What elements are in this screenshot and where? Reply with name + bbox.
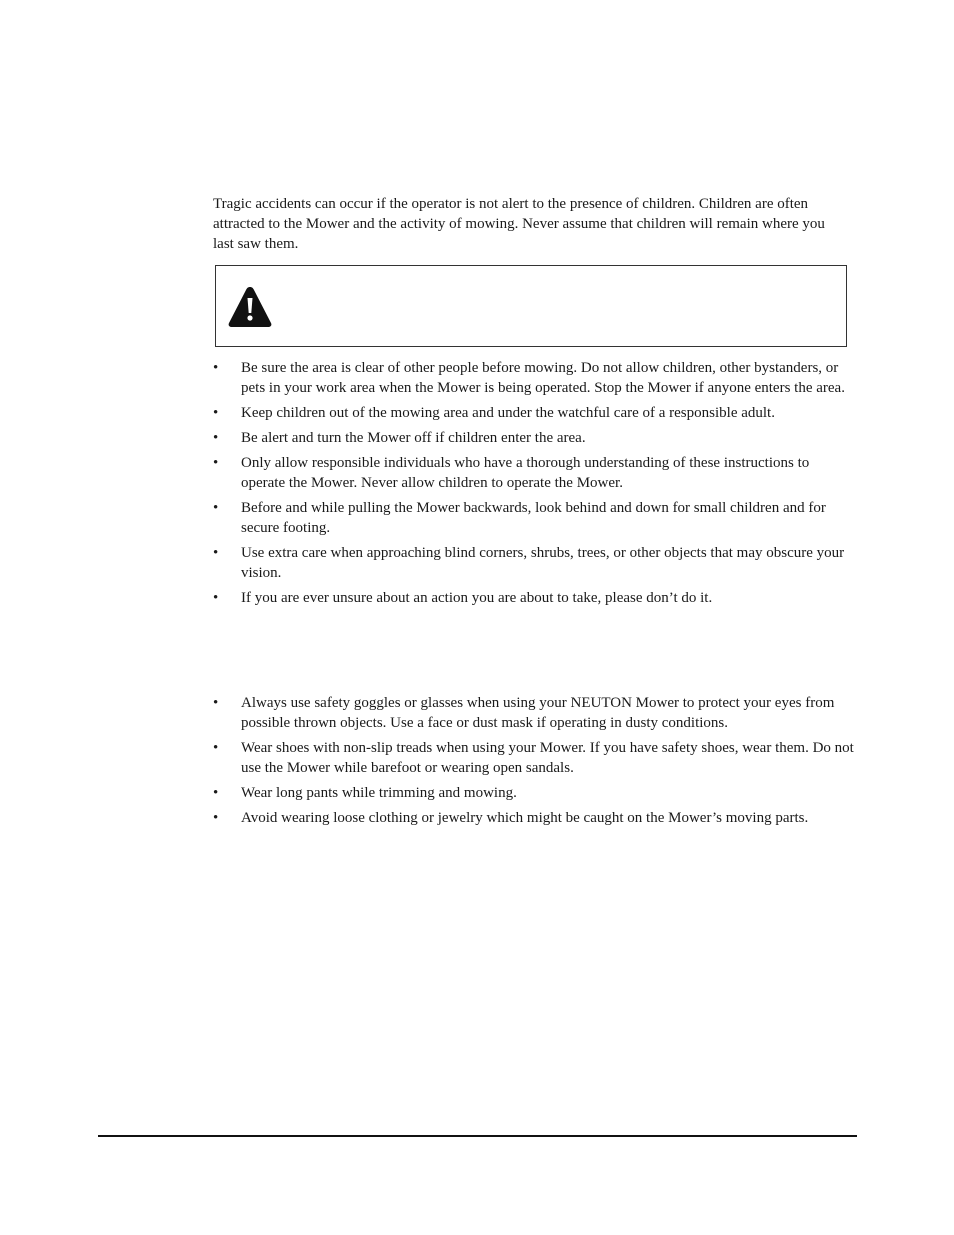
warning-box <box>215 265 847 347</box>
list-item-text: Keep children out of the mowing area and under the watchful care of a responsible adult. <box>241 405 775 421</box>
bullet-marker: • <box>213 455 219 471</box>
list-item <box>213 693 855 733</box>
list-item <box>213 498 855 538</box>
bullet-marker: • <box>213 695 219 711</box>
children-safety-list <box>213 358 855 613</box>
list-item-text: Before and while pulling the Mower backwards, look behind and down for small children and for secure footing. <box>241 500 826 536</box>
list-item <box>213 453 855 493</box>
clothing-safety-list <box>213 693 855 833</box>
bullet-marker: • <box>213 785 219 801</box>
list-item-text: Wear long pants while trimming and mowing. <box>241 785 517 801</box>
bullet-marker: • <box>213 430 219 446</box>
list-item-text: Only allow responsible individuals who have a thorough understanding of these instructions to operate the Mower. Never allow children to operate the Mower. <box>241 455 810 491</box>
list-item <box>213 808 855 828</box>
list-item <box>213 428 855 448</box>
bullet-marker: • <box>213 740 219 756</box>
intro-paragraph: Tragic accidents can occur if the operator is not alert to the presence of children. Children are often attracted to the Mower and the activity of mowing. Never assume that children will remain where you last saw them. <box>213 196 825 252</box>
list-item <box>213 358 855 398</box>
list-item-text: Be alert and turn the Mower off if children enter the area. <box>241 430 586 446</box>
footer-rule <box>98 1135 857 1137</box>
list-item <box>213 543 855 583</box>
list-item-text: If you are ever unsure about an action you are about to take, please don’t do it. <box>241 590 713 606</box>
list-item-text: Wear shoes with non-slip treads when using your Mower. If you have safety shoes, wear them. Do not use the Mower while barefoot or wearing open sandals. <box>241 740 854 776</box>
list-item-text: Always use safety goggles or glasses when using your NEUTON Mower to protect your eyes from possible thrown objects. Use a face or dust mask if operating in dusty conditions. <box>241 695 835 731</box>
bullet-marker: • <box>213 590 219 606</box>
bullet-marker: • <box>213 545 219 561</box>
list-item-text: Be sure the area is clear of other people before mowing. Do not allow children, other bystanders, or pets in your work area when the Mower is being operated. Stop the Mower if anyone enters the area. <box>241 360 845 396</box>
list-item <box>213 588 855 608</box>
warning-triangle-icon <box>228 286 272 328</box>
list-item <box>213 403 855 423</box>
bullet-marker: • <box>213 405 219 421</box>
list-item-text: Use extra care when approaching blind corners, shrubs, trees, or other objects that may obscure your vision. <box>241 545 845 581</box>
list-item <box>213 738 855 778</box>
bullet-marker: • <box>213 810 219 826</box>
bullet-marker: • <box>213 500 219 516</box>
list-item-text: Avoid wearing loose clothing or jewelry which might be caught on the Mower’s moving parts. <box>241 810 809 826</box>
bullet-marker: • <box>213 360 219 376</box>
list-item <box>213 783 855 803</box>
